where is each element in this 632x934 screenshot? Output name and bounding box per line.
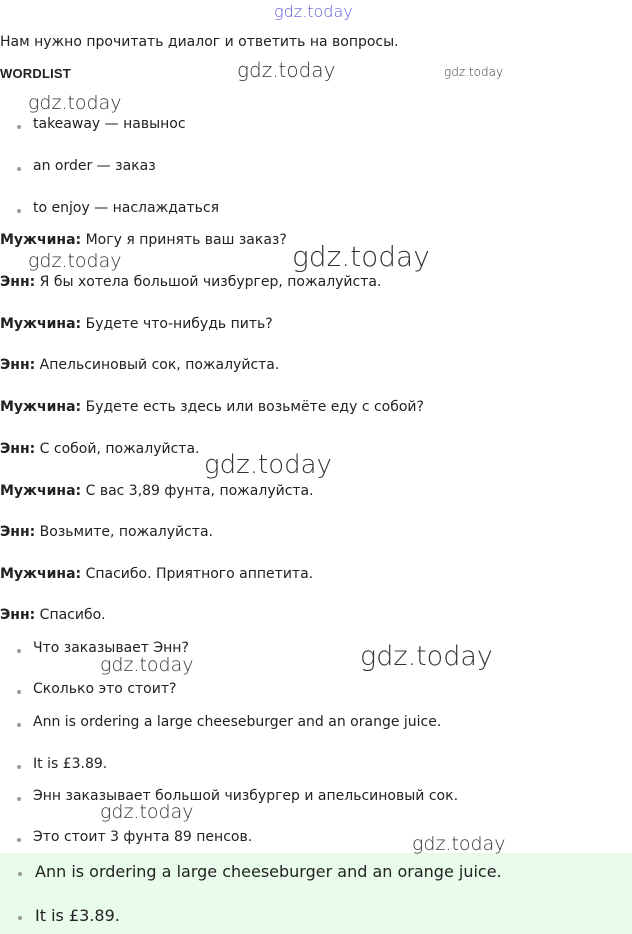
watermark: gdz.today (237, 58, 336, 82)
dialogue-text: Я бы хотела большой чизбургер, пожалуйста. (35, 274, 382, 290)
speaker-label: Энн: (0, 441, 36, 457)
dialogue-line (0, 607, 106, 623)
dialogue-line (0, 316, 273, 332)
speaker-label: Мужчина: (0, 566, 82, 582)
dialogue-line (0, 566, 313, 582)
watermark: gdz.today (28, 92, 122, 114)
bullet (18, 916, 22, 920)
dialogue-line (0, 441, 199, 457)
watermark: gdz.today (100, 801, 194, 823)
bullet (17, 723, 21, 727)
dialogue-text: Будете есть здесь или возьмёте еду с собой? (81, 399, 424, 415)
bullet (17, 797, 21, 801)
bullet (17, 765, 21, 769)
speaker-label: Мужчина: (0, 232, 82, 248)
list-item: Сколько это стоит? (33, 681, 177, 697)
bullet (17, 649, 21, 653)
wordlist-item: an order — заказ (33, 158, 156, 174)
dialogue-text: Спасибо. Приятного аппетита. (81, 566, 314, 582)
list-item: Ann is ordering a large cheeseburger and an orange juice. (33, 714, 442, 730)
bullet (17, 209, 21, 213)
dialogue-text: С вас 3,89 фунта, пожалуйста. (81, 483, 314, 499)
list-item: Это стоит 3 фунта 89 пенсов. (33, 829, 253, 845)
wordlist-item: takeaway — навынос (33, 116, 186, 132)
list-item: It is £3.89. (33, 756, 108, 772)
answer-item: Ann is ordering a large cheeseburger and an orange juice. (35, 862, 502, 881)
watermark: gdz.today (28, 250, 122, 272)
wordlist-item: to enjoy — наслаждаться (33, 200, 219, 216)
bullet (17, 690, 21, 694)
intro-text: Нам нужно прочитать диалог и ответить на вопросы. (0, 34, 399, 50)
wordlist-heading: WORDLIST (0, 66, 71, 81)
watermark: gdz.today (412, 833, 506, 855)
list-item: Что заказывает Энн? (33, 640, 189, 656)
dialogue-line (0, 357, 279, 373)
dialogue-line (0, 399, 424, 415)
dialogue-line (0, 524, 213, 540)
dialogue-line (0, 274, 381, 290)
bullet (18, 872, 22, 876)
dialogue-text: Возьмите, пожалуйста. (35, 524, 213, 540)
watermark: gdz.today (204, 450, 332, 480)
bullet (17, 838, 21, 842)
watermark-top: gdz.today (274, 2, 353, 21)
dialogue-text: Будете что-нибудь пить? (81, 316, 273, 332)
speaker-label: Мужчина: (0, 316, 82, 332)
speaker-label: Энн: (0, 524, 36, 540)
dialogue-line (0, 483, 314, 499)
bullet (17, 167, 21, 171)
speaker-label: Энн: (0, 274, 36, 290)
speaker-label: Энн: (0, 357, 36, 373)
bullet (17, 125, 21, 129)
dialogue-text: Спасибо. (35, 607, 106, 623)
speaker-label: Мужчина: (0, 483, 82, 499)
list-item: Энн заказывает большой чизбургер и апельсиновый сок. (33, 788, 459, 804)
watermark: gdz.today (100, 654, 194, 676)
dialogue-text: С собой, пожалуйста. (35, 441, 200, 457)
watermark: gdz.today (444, 65, 504, 79)
dialogue-text: Апельсиновый сок, пожалуйста. (35, 357, 280, 373)
watermark: gdz.today (360, 641, 493, 672)
speaker-label: Энн: (0, 607, 36, 623)
dialogue-line (0, 232, 287, 248)
watermark: gdz.today (292, 240, 430, 273)
speaker-label: Мужчина: (0, 399, 82, 415)
dialogue-text: Могу я принять ваш заказ? (81, 232, 287, 248)
answer-item: It is £3.89. (35, 906, 120, 925)
